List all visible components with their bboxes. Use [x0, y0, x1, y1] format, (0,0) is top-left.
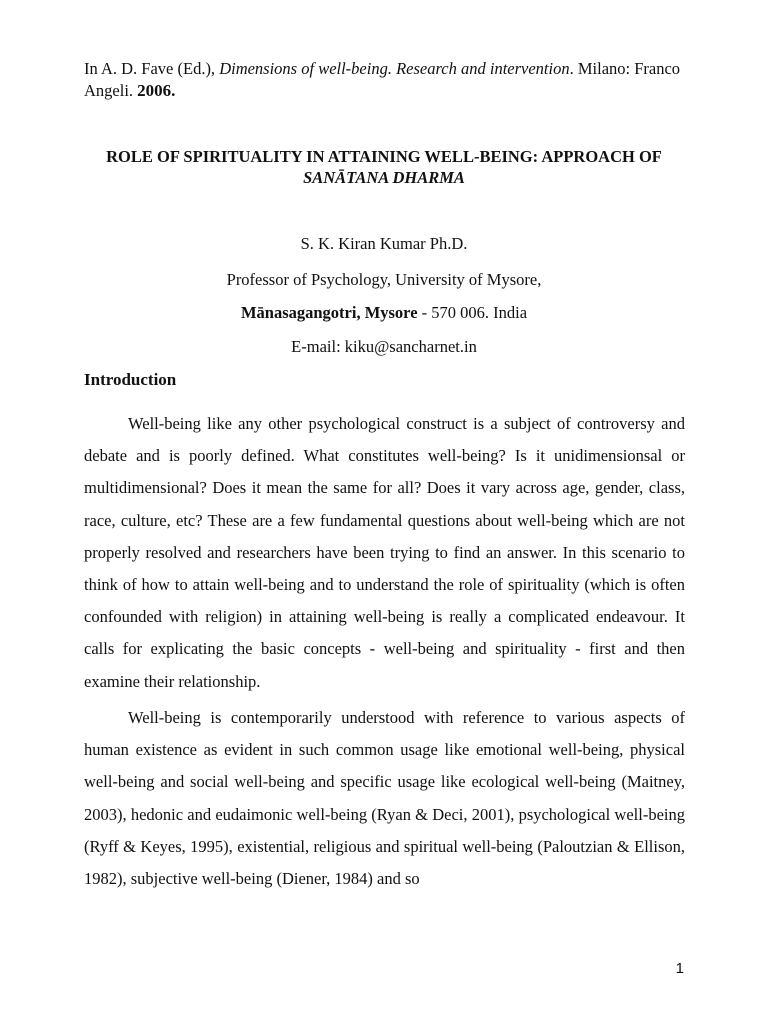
citation-year: 2006.	[137, 81, 176, 100]
body-paragraph-1	[84, 408, 685, 698]
citation-book-title: Dimensions of well-being. Research and intervention	[219, 59, 570, 78]
page-number: 1	[675, 960, 684, 977]
author-address-place: Mānasagangotri, Mysore	[240, 303, 418, 322]
author-address	[84, 303, 684, 323]
section-heading: Introduction	[84, 370, 177, 389]
paragraph-text: Well-being is contemporarily understood with reference to various aspects of human existence as evident in such common usage like emotional well-being, physical well-being and social well-being and specific usage like ecological well-being (Maitney, 2003), hedonic and eudaimonic well-being (Ryan & Deci, 2001), psychological well-being (Ryff & Keyes, 1995), existential, religious and spiritual well-being (Paloutzian & Ellison, 1982), subjective well-being (Diener, 1984) and so	[84, 708, 685, 889]
body-paragraph-2	[84, 702, 685, 895]
paper-title	[60, 146, 708, 188]
paragraph-text: Well-being like any other psychological construct is a subject of controversy and debate and is poorly defined. What constitutes well-being? Is it unidimensionsal or multidimensional? Does it mean the same for all? Does it vary across age, gender, class, race, culture, etc? These are a few fundamental questions about well-being which are not properly resolved and researchers have been trying to find an answer. In this scenario to think of how to attain well-being and to understand the role of spirituality (which is often confounded with religion) in attaining well-being is really a complicated endeavour. It calls for explicating the basic concepts - well-being and spirituality - first and then examine their relationship.	[84, 414, 685, 691]
citation-prefix: In A. D. Fave (Ed.),	[84, 59, 220, 78]
citation	[84, 58, 690, 102]
author-email: E-mail: kiku@sancharnet.in	[291, 337, 477, 356]
author-affiliation: Professor of Psychology, University of Mysore,	[226, 270, 542, 289]
paper-title-main: ROLE OF SPIRITUALITY IN ATTAINING WELL-BEING: APPROACH OF	[106, 147, 662, 166]
citation-suffix: . Milano: Franco Angeli.	[84, 59, 681, 100]
author-name: S. K. Kiran Kumar Ph.D.	[300, 234, 468, 253]
author-address-rest: - 570 006. India	[417, 303, 528, 322]
paper-title-subtitle: SANĀTANA DHARMA	[303, 168, 465, 187]
